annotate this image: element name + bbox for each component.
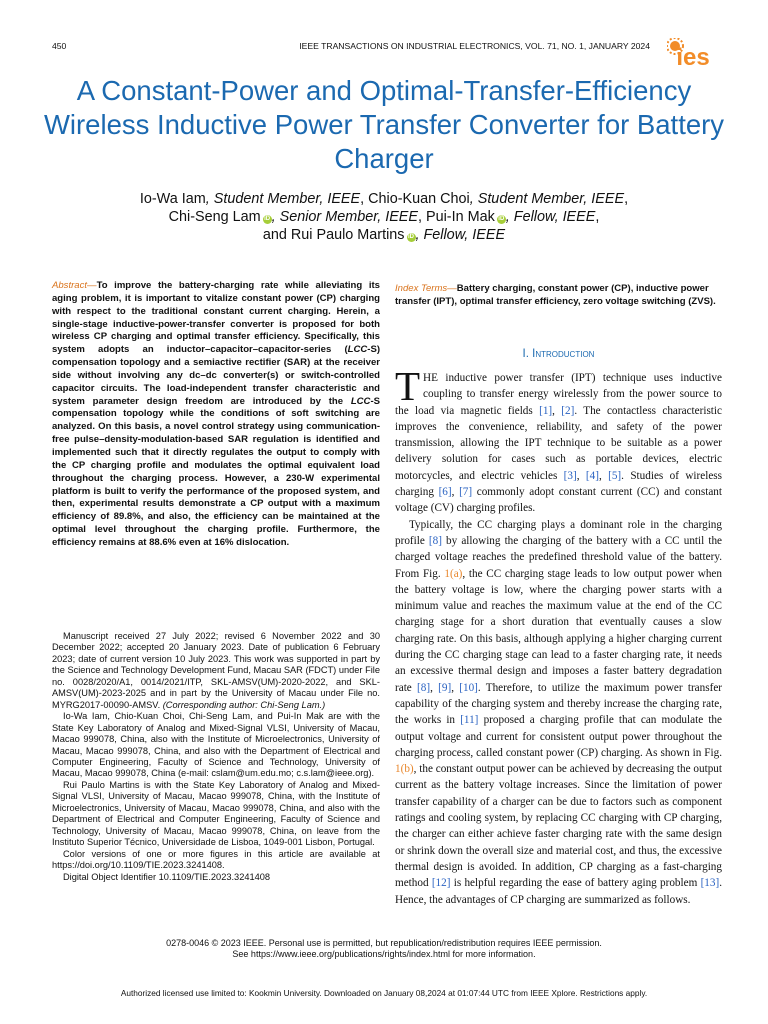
- drop-cap: T: [395, 363, 421, 409]
- copyright-notice: 0278-0046 © 2023 IEEE. Personal use is permitted, but republication/redistribution requires IEEE permission. See https://www.ieee.org/publications/rights/index.html for more information.: [166, 938, 602, 960]
- figure-link[interactable]: 1(b): [395, 763, 414, 776]
- citation-link[interactable]: [8]: [428, 534, 442, 547]
- citation-link[interactable]: [13]: [700, 877, 720, 890]
- citation-link[interactable]: [3]: [563, 469, 577, 482]
- introduction-text: [395, 363, 723, 908]
- citation-link[interactable]: [5]: [608, 469, 622, 482]
- orcid-icon[interactable]: iD: [408, 234, 414, 240]
- author-role: , Student Member, IEEE: [205, 191, 361, 207]
- orcid-icon[interactable]: iD: [498, 216, 505, 222]
- paragraph: THE inductive power transfer (IPT) technique uses inductive coupling to transfer energy wirelessly from the power source to the load via magnetic fields [1], [2]. The contactless characteristic improves the convenience, reliability, and safety of the power transmission, allowing the IPT technique to be suitable as a power delivery solution for cases such as portable devices, electric motorcycles, and electric vehicles [3], [4], [5]. Studies of wireless charging [6], [7] commonly adopt constant current (CC) and constant voltage (CV) charging profiles.: [395, 363, 722, 515]
- citation-link[interactable]: [9]: [438, 681, 452, 694]
- paragraph: Typically, the CC charging plays a dominant role in the charging profile [8] by allowing the charging of the battery with a CC until the charged voltage reaches the predefined threshold value of the battery. From Fig. 1(a), the CC charging stage leads to low output power when the battery voltage is low, where the charging power starts with a minimum value and reaches the maximum value at the end of the CC charging stage for a short duration that eventually causes a slow charging rate. On this basis, although applying a higher charging current during the CC charging stage can lead to a faster charging rate, it needs an excessive thermal design and imposes a faster battery degradation rate [8], [9], [10]. Therefore, to utilize the maximum power transfer capability of the charging system and thereby increase the charging rate, the works in [11] proposed a charging profile that can modulate the output voltage and current for consistent output power throughout the charging process, called constant power (CP) charging. As shown in Fig. 1(b), the constant output power can be achieved by decreasing the output current as the battery voltage increases. Since the limitation of power transfer capability of a charger can be due to factors such as component ratings and cooling system, by replacing CC charging with CP charging, the charger can either achieve faster charging rate with the same design or shrink down the overall size and material cost, and thus, the excessive thermal design is avoided. In addition, CP charging as a fast-charging method [12] is helpful regarding the ease of battery aging problem [13]. Hence, the advantages of CP charging are summarized as follows.: [395, 518, 723, 906]
- citation-link[interactable]: [4]: [585, 469, 599, 482]
- footnote-color-versions: Color versions of one or more figures in this article are available at https://doi.org/10.1109/TIE.2023.3241408.: [52, 848, 380, 871]
- author-name: Io-Wa Iam: [139, 191, 206, 207]
- index-terms: Index Terms—Battery charging, constant power (CP), inductive power transfer (IPT), optimal transfer efficiency, zero voltage switching (ZVS).: [395, 283, 716, 307]
- index-terms-label: Index Terms—: [395, 283, 457, 294]
- citation-link[interactable]: [10]: [459, 681, 478, 694]
- author-role: , Senior Member, IEEE: [271, 209, 418, 225]
- orcid-icon[interactable]: iD: [264, 216, 271, 222]
- author-name: Chi-Seng Lam: [168, 209, 261, 225]
- ies-logo-text: ies: [676, 44, 710, 71]
- paper-title: A Constant-Power and Optimal-Transfer-Efficiency Wireless Inductive Power Transfer Converter for Battery Charger: [43, 75, 725, 174]
- footnote-affiliation: Io-Wa Iam, Chio-Kuan Choi, Chi-Seng Lam, and Pui-In Mak are with the State Key Laboratory of Analog and Mixed-Signal VLSI, University of Macau, Macao 999078, China, also with the Institute of Microelectronics, University of Macau, Macao 999078, China, and also with the Department of Electrical and Computer Engineering, Faculty of Science and Technology, University of Macau, Macao 999078, China (e-mail: cslam@um.edu.mo; c.s.lam@ieee.org).: [52, 711, 380, 779]
- figure-link[interactable]: 1(a): [444, 567, 463, 580]
- citation-link[interactable]: [6]: [438, 486, 452, 499]
- ies-logo: [667, 38, 721, 72]
- citation-link[interactable]: [8]: [417, 681, 431, 694]
- author-role: , Fellow, IEEE: [415, 227, 506, 243]
- journal-header: IEEE TRANSACTIONS ON INDUSTRIAL ELECTRONICS, VOL. 71, NO. 1, JANUARY 2024: [299, 41, 650, 51]
- author-list: Io-Wa Iam, Student Member, IEEE, Chio-Kuan Choi, Student Member, IEEE, Chi-Seng Lam iD , Senior Member, IEEE, Pui-In Mak iD , Fellow, IEEE, and Rui Paulo Martins iD , Fellow, IEEE: [139, 191, 629, 243]
- section-heading: I. Introduction: [522, 348, 595, 360]
- footnote-manuscript: Manuscript received 27 July 2022; revised 6 November 2022 and 30 December 2022; accepted 20 January 2023. Date of publication 6 February 2023; date of current version 10 July 2023. This work was supported in part by the Science and Technology Development Fund, Macau SAR (FDCT) under File no. 0028/2020/A1, 0014/2021/ITP, SKL-AMSV(UM)-2020-2022, and SKL-AMSV(UM)-2023-2025 and in part by the University of Macau under File no. MYRG2017-00090-AMSV. (Corresponding author: Chi-Seng Lam.): [52, 631, 380, 710]
- citation-link[interactable]: [12]: [431, 877, 451, 890]
- author-name: Pui-In Mak: [426, 209, 495, 225]
- citation-link[interactable]: [7]: [459, 486, 473, 499]
- citation-link[interactable]: [2]: [561, 404, 575, 417]
- footnote-doi: Digital Object Identifier 10.1109/TIE.2023.3241408: [63, 871, 271, 882]
- abstract-label: Abstract—: [52, 280, 97, 291]
- author-name: Chio-Kuan Choi: [368, 191, 470, 207]
- abstract: Abstract—To improve the battery-charging rate while alleviating its aging problem, it is important to vitalize constant power (CP) charging with respect to the traditional constant current charging. Herein, a single-stage inductive-power-transfer converter is proposed for both wireless CP charging and optimal transfer efficiency. Specifically, this system adopts an inductor–capacitor–capacitor-series (LCC-S) compensation topology and a semiactive rectifier (SAR) at the receiver side without involving any dc–dc converter(s) or switch-controlled capacitor circuits. The load-independent transfer characteristic and system parameter design freedom are introduced by the LCC-S compensation topology while the conditions of soft switching are analyzed. On this basis, a novel control strategy using communication-free pulse–density-modulation-based SAR regulation is identified and implemented such that it directly regulates the output to comply with the CP charging profile and modulates the optimal equivalent load throughout the charging process. However, a 230-W experimental platform is built to verify the performance of the proposed system, and then, experimental results demonstrate a CP output with a maximum efficiency of 89.8%, and also, the efficiency can be maintained at the optimal level throughout the charging profile. Furthermore, the efficiency remains at 88.6% even at 16% dislocation.: [52, 280, 380, 548]
- footnotes: [52, 631, 380, 883]
- author-role: , Fellow, IEEE: [505, 209, 596, 225]
- author-name: and Rui Paulo Martins: [262, 227, 405, 243]
- citation-link[interactable]: [11]: [460, 714, 479, 727]
- page-number: 450: [52, 41, 67, 51]
- author-role: , Student Member, IEEE: [469, 191, 625, 207]
- license-footer: Authorized licensed use limited to: Kookmin University. Downloaded on January 08,2024 at 01:07:44 UTC from IEEE Xplore. Restrictions apply.: [120, 988, 648, 998]
- citation-link[interactable]: [1]: [539, 404, 553, 417]
- footnote-affiliation: Rui Paulo Martins is with the State Key Laboratory of Analog and Mixed-Signal VLSI, University of Macau, Macao 999078, China, with the Institute of Microelectronics, University of Macau, Macao 999078, China, and also with the Department of Electrical and Computer Engineering, Faculty of Science and Technology, University of Macau, Macao 999078, China, on leave from the Instituto Superior Técnico, Universidade de Lisboa, 1049-001 Lisbon, Portugal.: [52, 779, 380, 848]
